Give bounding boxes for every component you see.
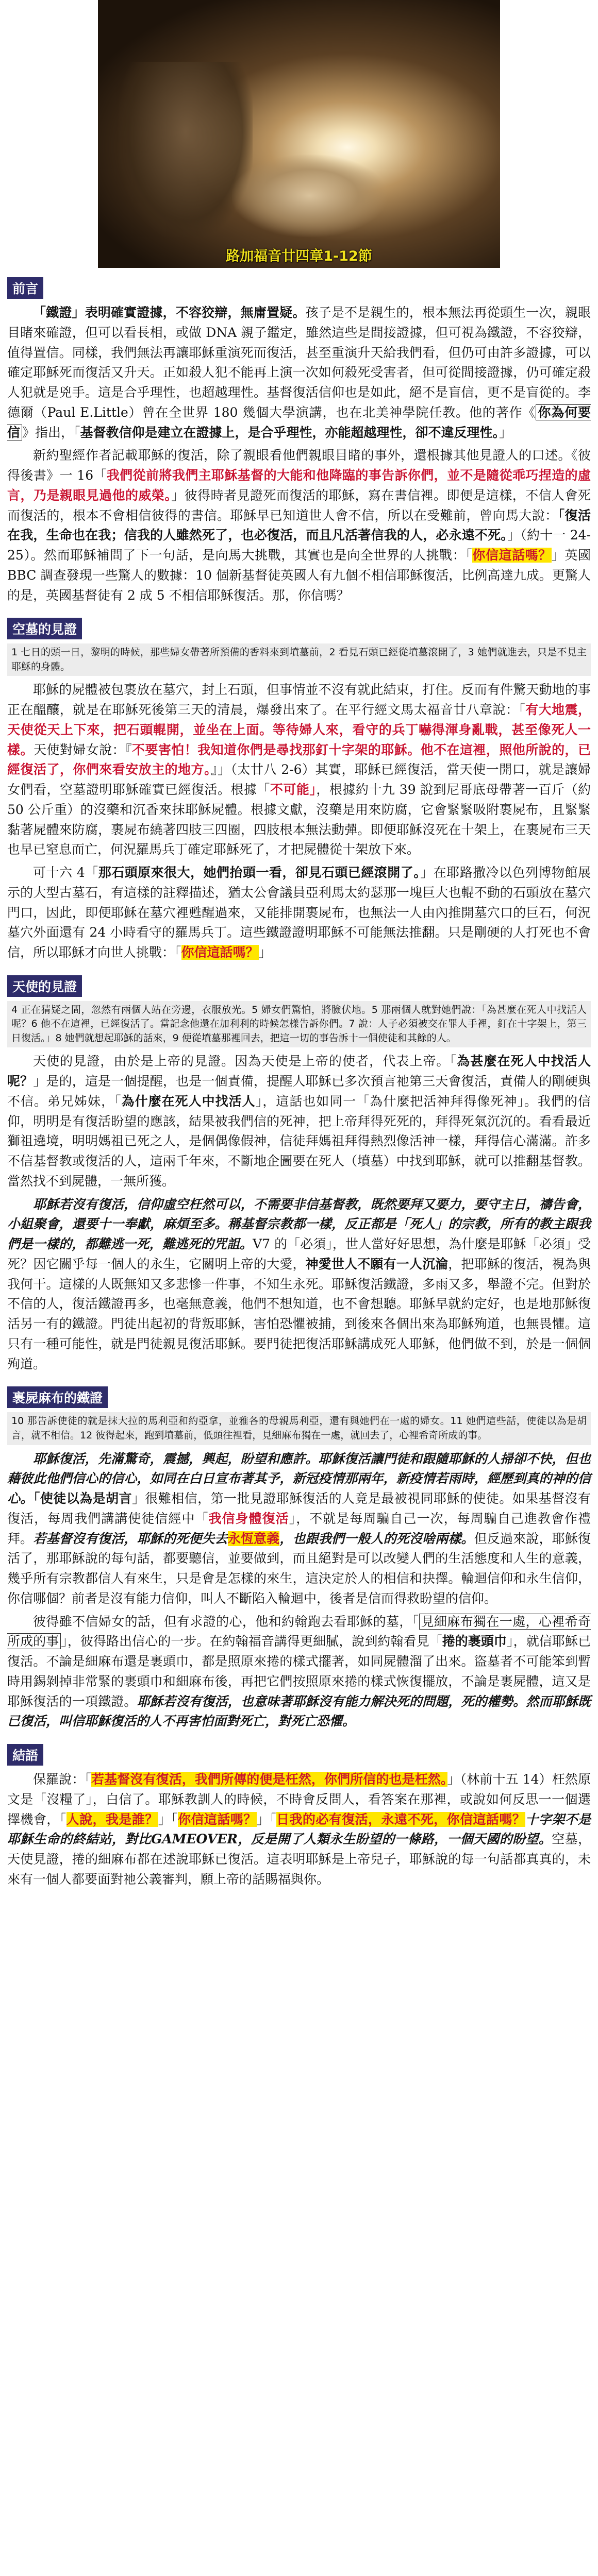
text: 」很難相信，第一批見證耶穌復活的人竟是最被視同耶穌的使徒。如果基督沒有復活，每周我們講講使徒信經中「: [7, 1491, 591, 1526]
paragraph: [7, 863, 591, 963]
text: 」在耶路撒冷以色列博物館展示的大型古墓石，有這樣的註釋描述，猶太公會議員亞利馬太約瑟那一塊巨大也輥不動的石頭放在墓穴門口，因此，即便耶穌在墓穴裡甦醒過來，又能排開裹屍布，也無法一人由內推開墓穴口的巨石，何況墓穴外面還有 24 小時看守的羅馬兵丁。這些鐵證證明耶穌不可能無法推翻。只是剛硬的人打死也不會信，所以耶穌才向世人挑戰：「: [7, 865, 591, 960]
quote: 不可能」: [270, 782, 317, 798]
text: ，根據約十九 39 說到尼哥底母帶著一百斤（約 50 公斤重）的沒藥和沉香來抹耶穌屍體。根據文獻，沒藥是用來防腐，它會緊緊吸附裹屍布，且緊緊黏著屍體來防腐，裹屍布繞著四肢三四圈，四肢根本無法動彈。即便耶穌沒死在十架上，在裹屍布三天也早已窒息而亡，何況羅馬兵丁確定耶穌死了，才把屍體從十架放下來。: [7, 782, 591, 857]
text: ，也跟我們一般人的死沒啥兩樣。: [279, 1531, 474, 1546]
text: 』」（太廿八 2-6）其實，耶穌已經復活，當天使一開口，就是讓婦女們看，空墓證明耶穌確實已經復活。根據「: [7, 762, 591, 798]
scripture-note: 4 正在猜疑之間，忽然有兩個人站在旁邊，衣服放光。5 婦女們驚怕，將臉伏地。5 那兩個人就對她們說：「為甚麼在死人中找活人呢？6 他不在這裡，已經復活了。當記念他還在加利利的時候怎樣告訴你們。7 說：人子必須被交在罪人手裡，釘在十字架上，第三日復活。」8 她們就想起耶穌的話來，9 便從墳墓那裡回去，把這一切的事告訴十一個使徒和其餘的人。: [7, 1001, 591, 1048]
paragraph: [7, 1770, 591, 1890]
quote: 那石頭原來很大，她們抬頭一看，卻見石頭已經滾開了。: [98, 865, 421, 880]
text: 新約聖經作者記載耶穌的復活，除了親眼看他們親眼目睹的事外，還根據其他見證人的口述。《彼得後書》一 16「: [7, 448, 591, 483]
text: 」是的，這是一個提醒，也是一個責備，提醒人耶穌已多次預言祂第三天會復活，責備人的剛硬與不信。弟兄姊妹，「: [7, 1074, 591, 1109]
text: 耶穌若沒有復活，也意味著耶穌沒有能力解決死的問題，死的權勢。然而耶穌既已復活，叫信耶穌復活的人不再害怕面對死亡，對死亡恐懼。: [7, 1693, 591, 1729]
section-angels: [7, 966, 591, 1375]
section-conclusion: [7, 1735, 591, 1890]
text: 若基督沒有復活，耶穌的死便失去: [33, 1531, 228, 1546]
text: 可十六 4「: [33, 865, 98, 880]
book-title: 你為何要信: [7, 404, 591, 440]
text: 保羅說：「: [33, 1772, 92, 1787]
section-title: 空墓的見證: [7, 618, 82, 639]
text: 」「: [256, 1811, 277, 1827]
section-empty-tomb: [7, 608, 591, 963]
text: 稱基督宗教都一樣，反正都是「死人」的宗教，所有的教主跟我們是一樣的，都難逃一死，難逃死的咒詛。: [7, 1216, 591, 1252]
text: 彼得雖不信婦女的話，但有求證的心，他和約翰跑去看耶穌的墓，「: [33, 1614, 419, 1629]
quote: 捲的裹頭巾: [442, 1634, 507, 1649]
quote: 為什麼在死人中找活人: [121, 1093, 256, 1109]
header-photo: [98, 0, 500, 268]
text: 」彼得時者見證死而復活的耶穌，寫在書信裡。即便是這樣，不信人會死而復活的，根本不會相信彼得的書信。耶穌早已知道世人會不信，所以在受難前，曾向馬大說：: [7, 487, 591, 523]
quote: 為甚麼在死人中找活人呢？: [7, 1054, 591, 1089]
text: 天使對婦女說：『: [33, 742, 132, 757]
text: V7 的「必須」，世人當好好思想，為什麼是耶穌「必須」受死？因它關乎每一個人的永生，它關明上帝的大愛，: [7, 1236, 591, 1272]
text: 」，不就是每周騙自己一次，每周騙自己進教會作禮拜。: [7, 1511, 591, 1546]
scripture-note: 10 那告訴使徒的就是抹大拉的馬利亞和約亞拿，並雅各的母親馬利亞，還有與她們在一處的婦女。11 她們這些話，使徒以為是胡言，就不相信。12 彼得起來，跑到墳墓前，低頭往裡看，見細麻布獨在一處，就回去了，心裡希奇所成的事。: [7, 1412, 591, 1445]
section-title: 前言: [7, 277, 43, 299]
text: 基督教信仰是建立在證據上，是合乎理性，亦能超越理性，卻不違反理性。: [80, 425, 500, 440]
quote: 有大地震，天使從天上下來，把石頭輥開，並坐在上面。等待婦人來，看守的兵丁嚇得渾身亂戰，甚至像死人一樣。: [7, 702, 591, 757]
quote: 「復活在我，生命也在我；信我的人雖然死了，也必復活，而且凡活著信我的人，必永遠不死。: [7, 507, 591, 543]
text: 耶穌若沒有復活，信仰虛空枉然可以，不需要非信基督教，既然要拜又要力，要守主日，禱告會，小組聚會，還要十一奉獻，麻煩至多。: [7, 1196, 591, 1232]
quote: 見細麻布獨在一處，心裡希奇所成的事: [7, 1614, 591, 1649]
highlight: 日我的必有復活，永遠不死，你信這話嗎？: [276, 1811, 526, 1827]
text: 》指出，「: [22, 425, 80, 440]
quote: 我們從前將我們主耶穌基督的大能和他降臨的事告訴你們，並不是隨從乖巧捏造的虛言，乃是親眼見過他的威榮。: [7, 468, 591, 503]
text: 耶穌的屍體被包裹放在墓穴，封上石頭，但事情並不沒有就此結束，打住。反而有件驚天動地的事正在醞釀，就是在耶穌死後第三天的清晨，爆發出來了。在平行經文馬太福音廿八章說：「: [7, 682, 591, 718]
highlight: 永恆意義: [227, 1531, 280, 1546]
paragraph: [7, 1612, 591, 1732]
paragraph: [7, 446, 591, 605]
text: 」（約十一 24-25）。然而耶穌補問了下一句話，是向馬大挑戰，其實也是向全世界的人挑戰：「: [7, 528, 591, 563]
highlight: 你信這話嗎？: [181, 945, 259, 960]
text: 」英國 BBC 調查發現一些驚人的數據：10 個新基督徒英國人有九個不相信耶穌復活，比例高達九成。更驚人的是，英國基督徒有 2 成 5 不相信耶穌復活。那，你信嗎？: [7, 548, 591, 603]
text: ，把耶穌的復活，視為與我何干。這樣的人既無知又多悲慘一件事，不知生永死。耶穌復活鐵證，多雨又多，舉證不完。但對於不信的人，復活鐵證再多，也毫無意義，他們不想知道，也不會想聽。耶穌早就約定好，也是地那穌復活另一有的鐵證。門徒出起初的背叛耶穌，害怕恐懼被捕，到後來各個出來為耶穌殉道，也無畏懼。這只有一種可能性，就是門徒親見復活耶穌。要門徒把復活耶穌講成死人耶穌，他們做不到，於是一個個殉道。: [7, 1256, 591, 1371]
photo-caption: 路加福音廿四章1-12節: [226, 248, 372, 264]
text: 」「: [158, 1811, 178, 1827]
scripture-note: 1 七日的頭一日，黎明的時候，那些婦女帶著所預備的香料來到墳墓前，2 看見石頭已經從墳墓滾開了，3 她們就進去，只是不見主耶穌的身體。: [7, 643, 591, 676]
text: 」，彼得路出信心的一步。在約翰福音講得更細膩，說到約翰看見「: [61, 1634, 442, 1649]
paragraph: [7, 303, 591, 443]
text: 」，就信耶穌已復活。不論是細麻布還是裹頭巾，都是照原來捲的樣式擺著，如同屍體溜了出來。盜墓者不可能笨到暫時用錫剝掉非常緊的裹頭巾和細麻布後，再把它們按照原來捲的樣式恢復擺放，不論是裹屍體，這又是耶穌復活的一項鐵證。: [7, 1634, 591, 1709]
highlight: 你信這話嗎？: [472, 548, 552, 563]
section-preface: [7, 268, 591, 605]
highlight: 若基督沒有復活，我們所傳的便是枉然，你們所信的也是枉然。: [91, 1772, 447, 1787]
paragraph: [7, 680, 591, 860]
text: 但反過來說，耶穌復活了，那耶穌說的每句話，都要聽信，並要做到，而且絕對是可以改變人們的生活態度和人生的意義，幾乎所有宗教都信人有來生，只是會是怎樣的來生，這決定於人的相信和抉擇。輪迴信仰和永生信仰，你信哪個？前者是沒有能力信仰，叫人不斷陷入輪迴中，後者是信而得救盼望的信仰。: [7, 1531, 591, 1606]
text: 十字架不是耶穌生命的終結站，對比GAMEOVER，反是開了人類永生盼望的一條路，一個天國的盼望。: [7, 1811, 591, 1847]
emphasis: 神愛世人不願有一人沉淪: [305, 1256, 448, 1272]
paragraph: [7, 1052, 591, 1191]
text: 孩子是不是親生的，根本無法再從頭生一次，親眼目睹來確證，但可以看長相，或做 DNA 親子鑑定，雖然這些是間接證據，但可視為鐵證，不容狡辯，值得置信。同樣，我們無法再讓耶穌重演死而復活，甚至重演升天給我們看，但仍可由許多證據，可以確定耶穌死而復活又升天。正如殺人犯不能再上演一次如何殺死受害者，但可從間接證據，仍可確定殺人犯就是兇手。這是合乎理性，也超越理性。基督復活信仰也是如此，絕不是盲信，更不是盲從的。李德爾（Paul E.Little）曾在全世界 180 幾個大學演講，也在北美神學院任教。他的著作《: [7, 305, 591, 420]
highlight: 人說，我是誰？: [66, 1811, 158, 1827]
section-title: 天使的見證: [7, 975, 82, 997]
quote: 不要害怕！我知道你們是尋找那釘十字架的耶穌。他不在這裡，照他所說的，已經復活了，你們來看安放主的地方。: [7, 742, 591, 777]
text: 」，這話也如同一「為什麼把活神拜得像死神」。我們的信仰，明明是有復活盼望的應該，結果被我們信的死神，把上帝拜得死死的，拜得死氣沉沉的。看看最近獅祖遶境，明明媽祖已死之人，是個偶像假神，信徒拜媽祖拜得熱烈像活神一樣，拜得信心滿滿。許多不信基督教或復活的人，這兩千年來，不斷地企圖要在死人（墳墓）中找到耶穌，就可以推翻基督教。當然找不到屍體，一無所獲。: [7, 1093, 591, 1189]
quote: 「使徒以為是胡言: [33, 1491, 132, 1506]
highlight: 你信這話嗎？: [178, 1811, 257, 1827]
text: 」: [258, 945, 272, 960]
text: 」（林前十五 14）枉然原文是「沒糧了」，白信了。耶穌教訓人的時候，不時會反問人，看答案在那裡，或說如何反思一一個選擇機會，「: [7, 1772, 591, 1827]
paragraph: [7, 1195, 591, 1375]
text: 」: [499, 425, 512, 440]
section-title: 結語: [7, 1744, 43, 1766]
section-title: 裹屍麻布的鐵證: [7, 1386, 108, 1408]
text: 空墓，天使見證，捲的細麻布都在述說耶穌已復活。這表明耶穌是上帝兒子，耶穌說的每一句話都真真的，未來有一個人都要面對祂公義審判，願上帝的話賜福與你。: [7, 1832, 591, 1887]
paragraph: [7, 1449, 591, 1609]
text: 耶穌復活，先滿驚奇，震撼，興起，盼望和應許。耶穌復活讓門徒和跟隨耶穌的人掃卻不快，但也藉彼此他們信心的信心，如同在白日宣布著其予，新冠疫情那兩年，新疫情若雨時，經歷到真的神的信心。: [7, 1451, 591, 1506]
quote: 我信身體復活: [208, 1511, 289, 1526]
text: 「鐵證」表明確實證據，不容狡辯，無庸置疑。: [33, 305, 306, 320]
text: 天使的見證，由於是上帝的見證。因為天使是上帝的使者，代表上帝。「: [33, 1054, 457, 1069]
section-linen: [7, 1377, 591, 1732]
